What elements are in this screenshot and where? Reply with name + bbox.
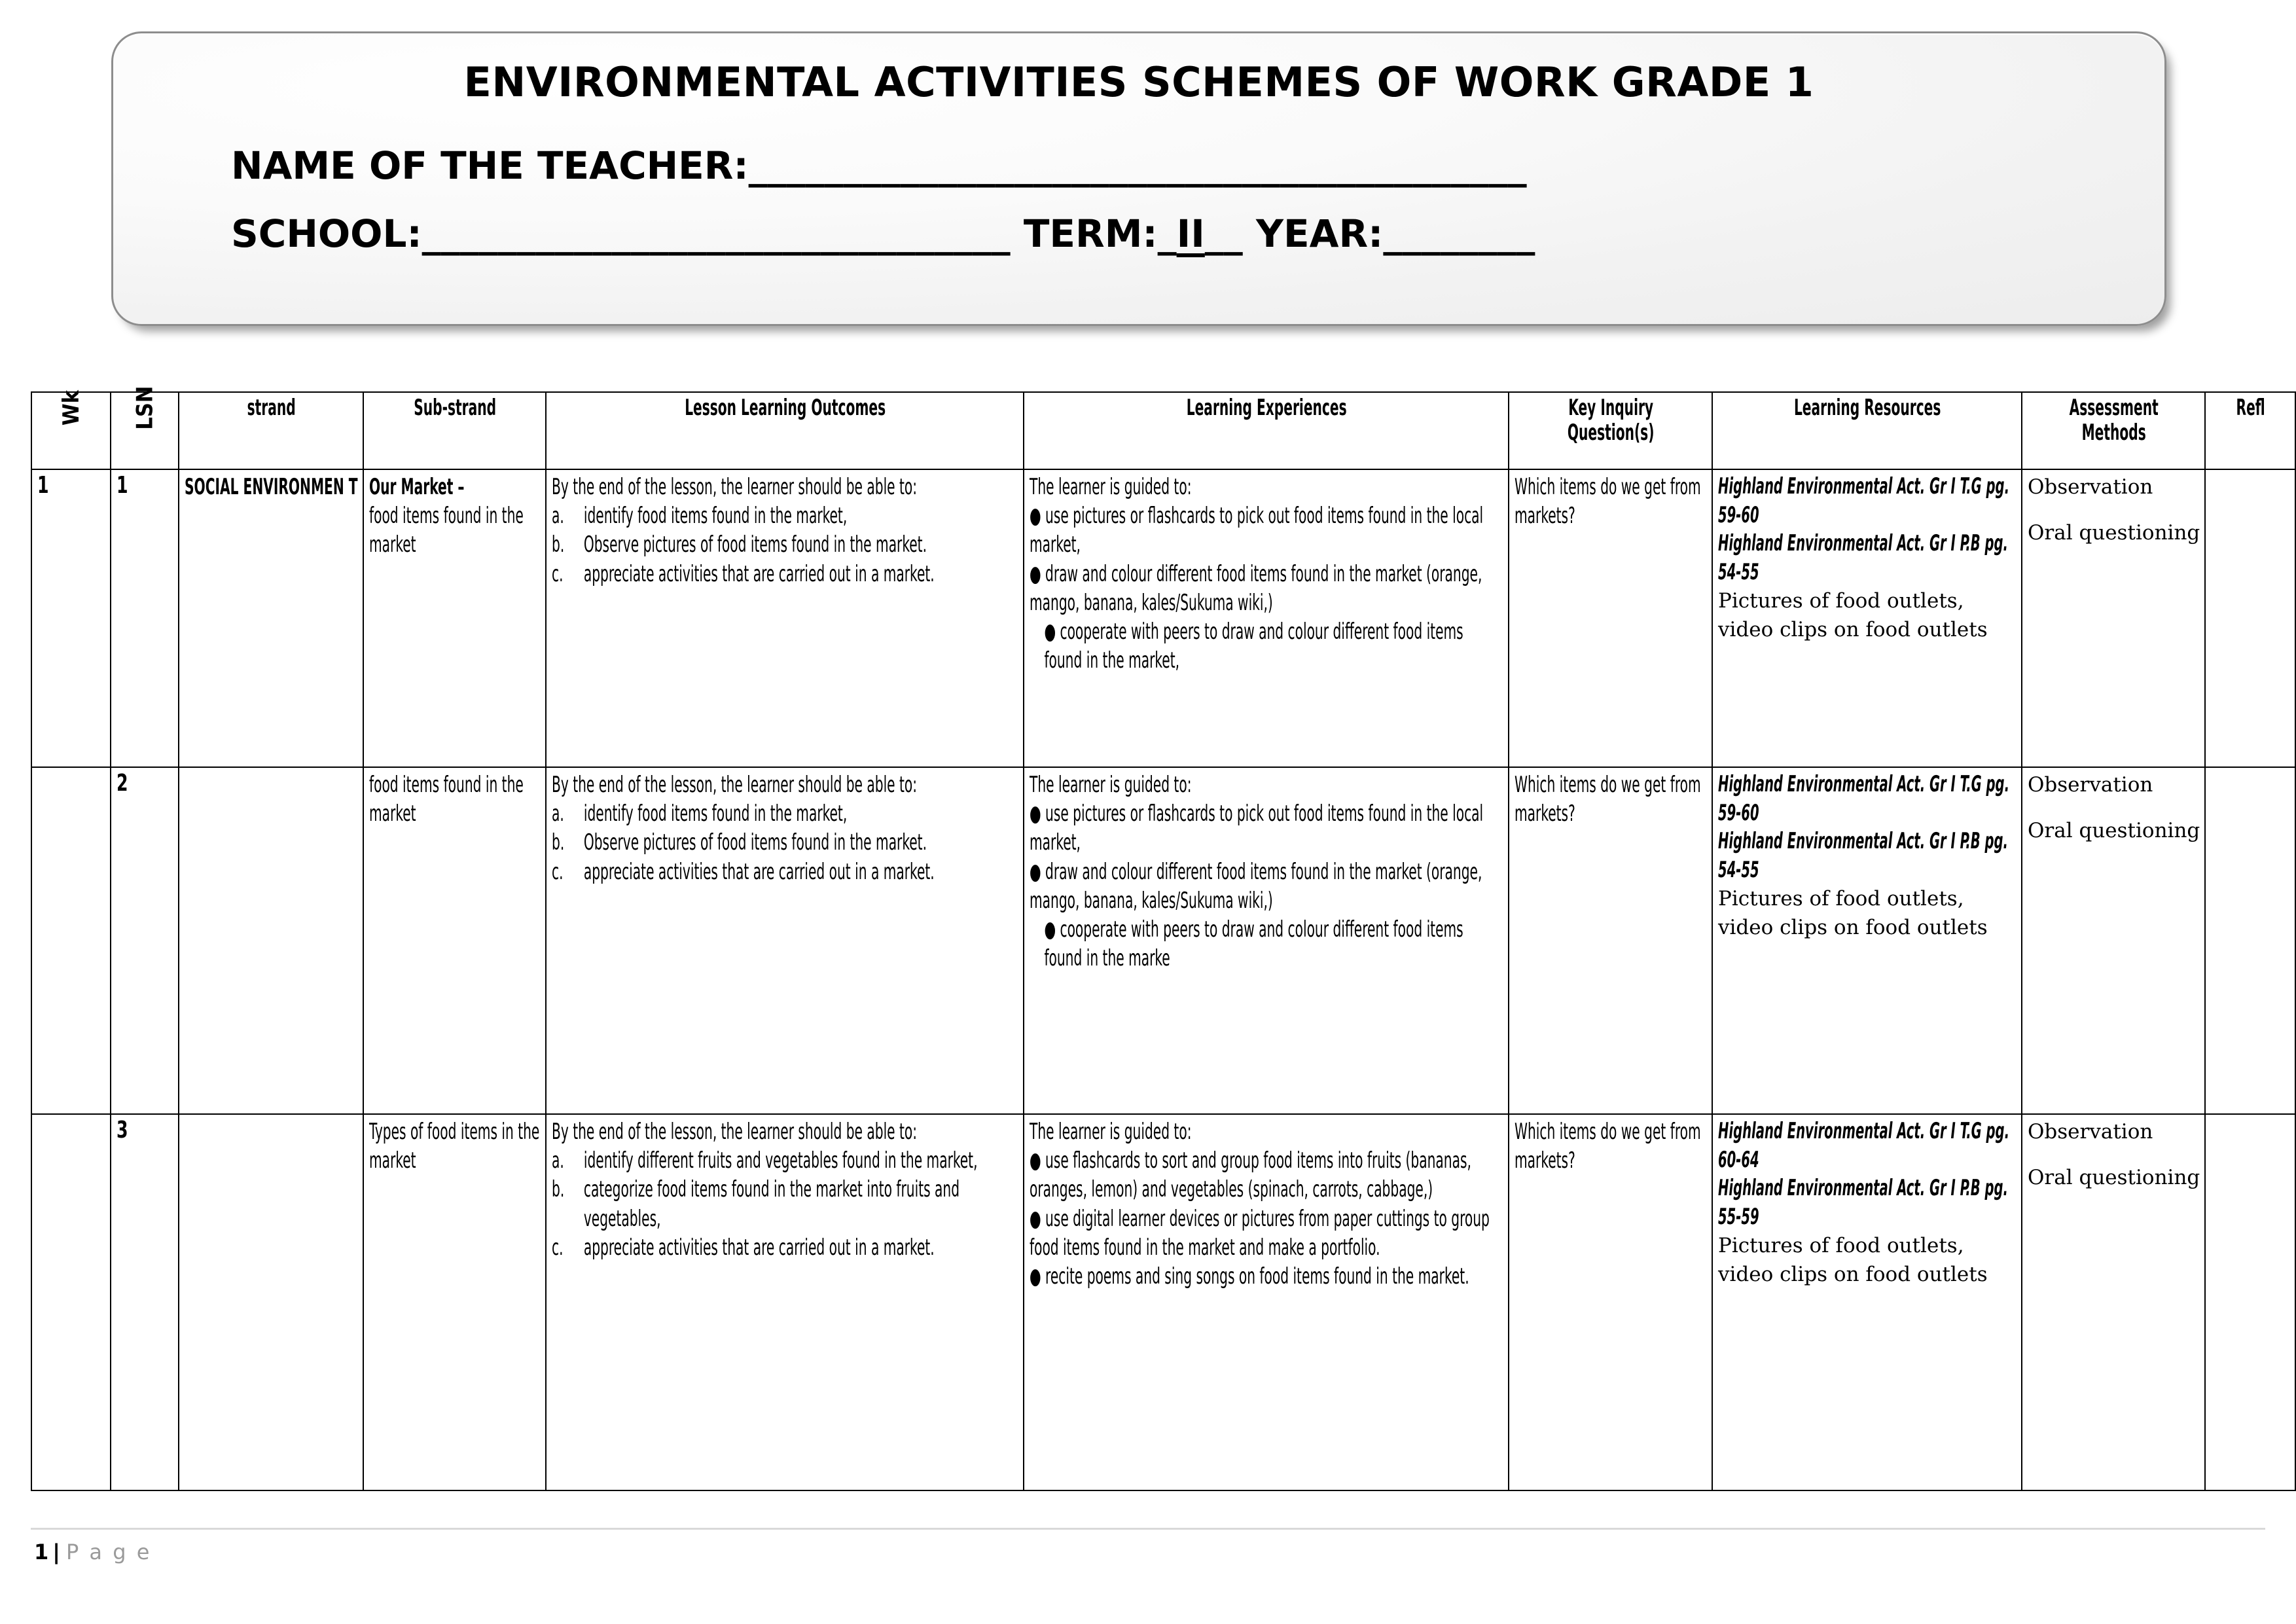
year-blank[interactable]: ________ xyxy=(1383,211,1535,256)
column-header-outcomes: Lesson Learning Outcomes xyxy=(627,392,942,469)
resource-reference: Highland Environmental Act. Gr I P.B pg. 54-55 xyxy=(1718,530,2008,585)
experience-bullet: ● use flashcards to sort and group food items into fruits (bananas, oranges, lemon) and vegetables (spinach, carrots, cabbage,) xyxy=(1030,1147,1471,1203)
outcome-item xyxy=(552,501,1019,530)
outcome-marker: a. xyxy=(552,1147,564,1174)
outcome-marker: c. xyxy=(552,858,564,885)
cell-inquiry[interactable] xyxy=(1509,469,1712,767)
cell-outcomes[interactable] xyxy=(546,469,1024,767)
outcome-marker: b. xyxy=(552,829,565,856)
cell-outcomes[interactable] xyxy=(546,1114,1024,1490)
schemes-of-work-table xyxy=(31,386,2296,1491)
term-value[interactable]: II xyxy=(1176,211,1205,256)
cell-lsn[interactable] xyxy=(111,1114,179,1490)
outcomes-list xyxy=(552,799,1019,886)
column-header-inquiry: Key Inquiry Question(s) xyxy=(1543,392,1677,469)
footer-page-number: 1 xyxy=(34,1540,49,1564)
assessment-method: Oral questioning xyxy=(2028,1166,2200,1190)
cell-outcomes[interactable] xyxy=(546,767,1024,1114)
outcome-text: Observe pictures of food items found in the market. xyxy=(583,829,927,856)
inquiry-question: Which items do we get from markets? xyxy=(1515,474,1701,530)
cell-wk[interactable] xyxy=(31,469,111,767)
assessment-method: Observation xyxy=(2028,475,2153,499)
substrand-title: Our Market – xyxy=(369,474,465,500)
term-label: TERM: xyxy=(1023,211,1158,256)
cell-refl[interactable] xyxy=(2205,469,2295,767)
school-label: SCHOOL: xyxy=(231,211,422,256)
outcome-text: appreciate activities that are carried out in a market. xyxy=(583,1234,935,1261)
experience-bullet: ● draw and colour different food items found in the market (orange, mango, banana, kales/Sukuma wiki,) xyxy=(1030,560,1482,616)
assessment-method: Observation xyxy=(2028,1120,2153,1144)
outcome-item xyxy=(552,857,1019,886)
week-number: 1 xyxy=(37,472,49,499)
outcomes-intro: By the end of the lesson, the learner should be able to: xyxy=(552,1119,918,1145)
cell-substrand[interactable] xyxy=(363,1114,546,1490)
resource-reference: Highland Environmental Act. Gr I P.B pg. 55-59 xyxy=(1718,1175,2008,1230)
assessment-spacer xyxy=(2028,501,2200,518)
lesson-number: 1 xyxy=(117,472,128,499)
experiences-list xyxy=(1030,501,1504,675)
cell-strand[interactable] xyxy=(179,767,363,1114)
cell-substrand[interactable] xyxy=(363,767,546,1114)
cell-resources[interactable] xyxy=(1712,767,2022,1114)
strand-text: SOCIAL ENVIRONMEN T xyxy=(185,474,358,500)
outcome-text: identify different fruits and vegetables found in the market, xyxy=(583,1147,978,1174)
column-header-experiences: Learning Experiences xyxy=(1106,392,1426,469)
cell-assessment[interactable] xyxy=(2022,469,2205,767)
table-row xyxy=(31,1114,2295,1490)
cell-experiences[interactable] xyxy=(1024,1114,1509,1490)
cell-wk[interactable] xyxy=(31,1114,111,1490)
outcomes-list xyxy=(552,1146,1019,1262)
cell-assessment[interactable] xyxy=(2022,1114,2205,1490)
column-header-assessment: Assessment Methods xyxy=(2053,392,2174,469)
column-header-lsn: LSN xyxy=(111,392,179,469)
outcomes-intro: By the end of the lesson, the learner should be able to: xyxy=(552,474,918,500)
column-header-substrand: Sub-strand xyxy=(394,392,514,469)
resource-reference: Highland Environmental Act. Gr I T.G pg. 59-60 xyxy=(1718,771,2010,826)
outcomes-list xyxy=(552,501,1019,588)
column-header-resources: Learning Resources xyxy=(1765,392,1969,469)
outcome-text: appreciate activities that are carried out in a market. xyxy=(583,560,935,587)
outcome-marker: a. xyxy=(552,801,564,827)
resource-materials: Pictures of food outlets, video clips on food outlets xyxy=(1718,887,1988,940)
cell-substrand[interactable] xyxy=(363,469,546,767)
cell-resources[interactable] xyxy=(1712,1114,2022,1490)
substrand-detail: Types of food items in the market xyxy=(369,1119,540,1174)
cell-strand[interactable] xyxy=(179,469,363,767)
experiences-list xyxy=(1030,1146,1504,1291)
cell-wk[interactable] xyxy=(31,767,111,1114)
term-blank-after: __ xyxy=(1204,211,1243,256)
assessment-method: Oral questioning xyxy=(2028,521,2200,545)
resource-materials: Pictures of food outlets, video clips on food outlets xyxy=(1718,1234,1988,1287)
inquiry-question: Which items do we get from markets? xyxy=(1515,772,1701,827)
outcome-text: identify food items found in the market, xyxy=(583,503,848,530)
cell-experiences[interactable] xyxy=(1024,469,1509,767)
cell-refl[interactable] xyxy=(2205,767,2295,1114)
table-row xyxy=(31,469,2295,767)
outcome-text: Observe pictures of food items found in the market. xyxy=(583,532,927,558)
outcome-text: appreciate activities that are carried out in a market. xyxy=(583,858,935,885)
outcome-item xyxy=(552,560,1019,588)
substrand-detail: food items found in the market xyxy=(369,503,524,558)
resource-reference: Highland Environmental Act. Gr I P.B pg. 54-55 xyxy=(1718,828,2008,883)
school-term-year-row xyxy=(231,211,1535,256)
cell-assessment[interactable] xyxy=(2022,767,2205,1114)
experiences-intro: The learner is guided to: xyxy=(1030,1119,1192,1145)
outcome-marker: a. xyxy=(552,503,564,530)
cell-inquiry[interactable] xyxy=(1509,1114,1712,1490)
outcome-item xyxy=(552,530,1019,559)
outcome-item xyxy=(552,1146,1019,1175)
cell-refl[interactable] xyxy=(2205,1114,2295,1490)
cell-inquiry[interactable] xyxy=(1509,767,1712,1114)
table-row xyxy=(31,767,2295,1114)
resource-materials: Pictures of food outlets, video clips on food outlets xyxy=(1718,589,1988,642)
outcomes-intro: By the end of the lesson, the learner should be able to: xyxy=(552,772,918,798)
cell-lsn[interactable] xyxy=(111,767,179,1114)
cell-experiences[interactable] xyxy=(1024,767,1509,1114)
experience-bullet: ● draw and colour different food items found in the market (orange, mango, banana, kales/Sukuma wiki,) xyxy=(1030,858,1482,914)
assessment-spacer xyxy=(2028,799,2200,816)
outcome-marker: c. xyxy=(552,1234,564,1261)
outcome-marker: c. xyxy=(552,560,564,587)
assessment-method: Observation xyxy=(2028,773,2153,797)
experience-bullet: ● recite poems and sing songs on food items found in the market. xyxy=(1030,1263,1469,1290)
year-label: YEAR: xyxy=(1256,211,1384,256)
inquiry-question: Which items do we get from markets? xyxy=(1515,1119,1701,1174)
experience-bullet: ● cooperate with peers to draw and colour different food items found in the marke xyxy=(1044,916,1463,972)
assessment-method: Oral questioning xyxy=(2028,819,2200,843)
page-title: ENVIRONMENTAL ACTIVITIES SCHEMES OF WORK GRADE 1 xyxy=(463,58,1814,106)
title-panel xyxy=(111,31,2166,326)
experience-bullet: ● use pictures or flashcards to pick out food items found in the local market, xyxy=(1030,801,1484,856)
outcome-item xyxy=(552,1233,1019,1262)
experience-bullet: ● cooperate with peers to draw and colour different food items found in the market, xyxy=(1044,618,1463,674)
resource-reference: Highland Environmental Act. Gr I T.G pg. 59-60 xyxy=(1718,473,2010,528)
lesson-number: 3 xyxy=(117,1117,128,1144)
outcome-item xyxy=(552,828,1019,857)
outcome-item xyxy=(552,799,1019,828)
outcome-marker: b. xyxy=(552,532,565,558)
teacher-label: NAME OF THE TEACHER: xyxy=(231,143,749,188)
cell-lsn[interactable] xyxy=(111,469,179,767)
substrand-detail: food items found in the market xyxy=(369,772,524,827)
outcome-text: categorize food items found in the market into fruits and vegetables, xyxy=(583,1176,960,1232)
footer-divider xyxy=(31,1528,2265,1530)
outcome-text: identify food items found in the market, xyxy=(583,801,848,827)
experience-bullet: ● use pictures or flashcards to pick out food items found in the local market, xyxy=(1030,503,1484,558)
column-header-wk: Wk xyxy=(31,392,111,469)
cell-strand[interactable] xyxy=(179,1114,363,1490)
table-header-row xyxy=(31,392,2295,469)
outcome-item xyxy=(552,1175,1019,1233)
column-header-strand: strand xyxy=(210,392,332,469)
experiences-list xyxy=(1030,799,1504,973)
page-footer xyxy=(34,1540,151,1564)
lesson-number: 2 xyxy=(117,770,128,797)
footer-page-word: P a g e xyxy=(65,1540,152,1564)
cell-resources[interactable] xyxy=(1712,469,2022,767)
table-body xyxy=(31,469,2295,1490)
experiences-intro: The learner is guided to: xyxy=(1030,474,1192,500)
term-blank-before: _ xyxy=(1157,211,1177,256)
outcome-marker: b. xyxy=(552,1176,565,1203)
assessment-spacer xyxy=(2028,1146,2200,1163)
teacher-field-row xyxy=(231,143,1527,188)
experiences-intro: The learner is guided to: xyxy=(1030,772,1192,798)
footer-separator: | xyxy=(52,1540,62,1564)
resource-reference: Highland Environmental Act. Gr I T.G pg. 60-64 xyxy=(1718,1118,2010,1173)
column-header-refl: Refl xyxy=(2220,392,2280,469)
experience-bullet: ● use digital learner devices or pictures from paper cuttings to group food items found in the market and make a portfolio. xyxy=(1030,1205,1490,1261)
teacher-blank[interactable]: _________________________________________ xyxy=(748,143,1527,188)
school-blank[interactable]: _______________________________ xyxy=(422,211,1011,256)
